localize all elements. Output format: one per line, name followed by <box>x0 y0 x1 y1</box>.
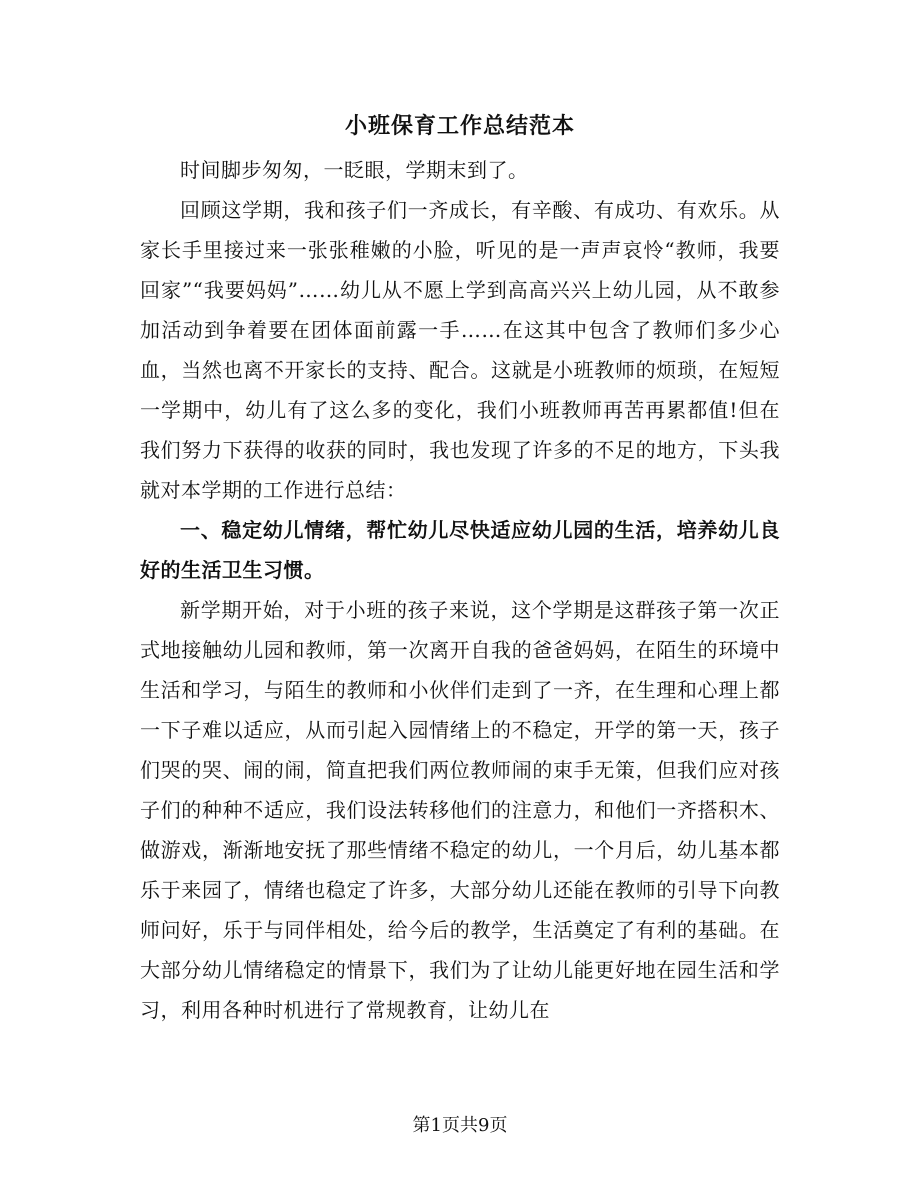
document-title: 小班保育工作总结范本 <box>344 113 575 139</box>
paragraph-section-1: 新学期开始，对于小班的孩子来说，这个学期是这群孩子第一次正式地接触幼儿园和教师，第一次离开自我的爸爸妈妈，在陌生的环境中生活和学习，与陌生的教师和小伙伴们走到了一齐，在生理和心理上都一下子难以适应，从而引起入园情绪上的不稳定，开学的第一天，孩子们哭的哭、闹的闹，简直把我们两位教师闹的束手无策，但我们应对孩子们的种种不适应，我们设法转移他们的注意力，和他们一齐搭积木、做游戏，渐渐地安抚了那些情绪不稳定的幼儿，一个月后，幼儿基本都乐于来园了，情绪也稳定了许多，大部分幼儿还能在教师的引导下向教师问好，乐于与同伴相处，给今后的教学，生活奠定了有利的基础。在大部分幼儿情绪稳定的情景下，我们为了让幼儿能更好地在园生活和学习，利用各种时机进行了常规教育，让幼儿在 <box>140 598 780 1022</box>
section-heading-1: 一、稳定幼儿情绪，帮忙幼儿尽快适应幼儿园的生活，培养幼儿良好的生活卫生习惯。 <box>140 518 780 582</box>
document-body <box>140 150 780 1030</box>
paragraph-review: 回顾这学期，我和孩子们一齐成长，有辛酸、有成功、有欢乐。从家长手里接过来一张张稚嫩的小脸，听见的是一声声哀怜“教师，我要回家”“我要妈妈”……幼儿从不愿上学到高高兴兴上幼儿园，从不敢参加活动到争着要在团体面前露一手……在这其中包含了教师们多少心血，当然也离不开家长的支持、配合。这就是小班教师的烦琐，在短短一学期中，幼儿有了这么多的变化，我们小班教师再苦再累都值!但在我们努力下获得的收获的同时，我也发现了许多的不足的地方，下头我就对本学期的工作进行总结： <box>140 198 780 502</box>
paragraph-intro: 时间脚步匆匆，一眨眼，学期末到了。 <box>180 158 529 182</box>
page-number-footer: 第1页共9页 <box>412 1115 508 1136</box>
